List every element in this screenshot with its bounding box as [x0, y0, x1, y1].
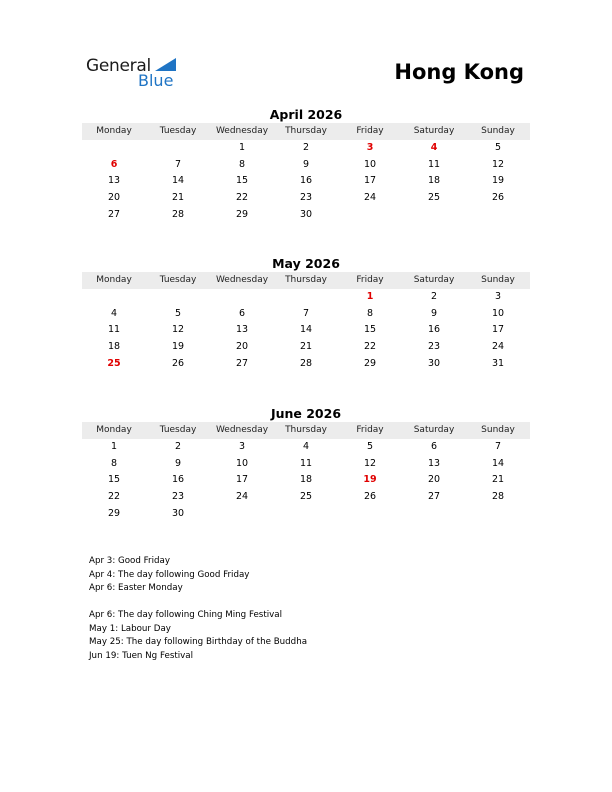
week-row — [82, 322, 530, 339]
holiday-note: Apr 4: The day following Good Friday — [89, 569, 250, 580]
holiday-note: Apr 6: The day following Ching Ming Festival — [89, 610, 283, 620]
weekday-label: Wednesday — [215, 126, 269, 136]
weekday-label: Thursday — [285, 126, 327, 136]
day-cell: 2 — [430, 291, 438, 302]
day-cell: 14 — [171, 175, 185, 187]
day-cell: 5 — [366, 441, 374, 452]
holiday-day-cell: 6 — [110, 158, 118, 170]
day-cell: 28 — [491, 491, 505, 503]
holiday-note: Apr 3: Good Friday — [89, 556, 170, 566]
weekday-label: Thursday — [285, 275, 327, 285]
week-row — [82, 456, 530, 473]
day-cell: 30 — [299, 208, 313, 220]
day-cell: 9 — [430, 307, 438, 319]
day-cell: 8 — [238, 158, 246, 170]
month-title: May 2026 — [272, 256, 340, 271]
day-cell: 15 — [363, 324, 377, 336]
day-cell: 22 — [363, 341, 377, 353]
month-title: April 2026 — [269, 107, 343, 122]
day-cell: 30 — [427, 357, 441, 369]
day-cell: 2 — [174, 441, 182, 452]
logo-triangle-icon — [155, 58, 176, 71]
day-cell: 13 — [107, 175, 121, 187]
weekday-label: Wednesday — [215, 275, 269, 285]
holiday-day-cell: 3 — [366, 142, 374, 153]
day-cell: 8 — [110, 457, 118, 469]
day-cell: 26 — [171, 357, 185, 369]
generalblue-logo — [86, 56, 196, 92]
day-cell — [210, 289, 274, 306]
day-cell: 28 — [299, 357, 313, 369]
day-cell: 16 — [299, 175, 313, 187]
weekday-label: Monday — [96, 126, 132, 136]
day-cell: 16 — [427, 324, 441, 336]
day-cell: 6 — [430, 441, 438, 452]
week-row — [82, 157, 530, 174]
month-title: June 2026 — [270, 406, 342, 421]
holiday-note: May 25: The day following Birthday of the Buddha — [89, 637, 308, 647]
day-cell: 15 — [235, 175, 249, 187]
day-cell: 15 — [107, 474, 121, 486]
holiday-day-cell: 1 — [366, 291, 374, 302]
day-cell: 30 — [171, 507, 185, 519]
day-cell: 7 — [302, 307, 310, 319]
day-cell: 24 — [235, 491, 249, 503]
weekday-label: Saturday — [413, 425, 455, 435]
holiday-day-cell: 4 — [430, 142, 438, 153]
day-cell: 19 — [491, 175, 505, 187]
day-cell — [466, 207, 530, 224]
day-cell: 10 — [235, 457, 249, 469]
day-cell — [338, 506, 402, 523]
day-cell: 25 — [299, 491, 313, 503]
day-cell: 13 — [427, 457, 441, 469]
holiday-day-cell: 25 — [107, 357, 121, 369]
week-row — [82, 439, 530, 456]
day-cell: 22 — [235, 192, 249, 204]
day-cell: 4 — [110, 307, 118, 319]
day-cell: 17 — [491, 324, 505, 336]
day-cell: 16 — [171, 474, 185, 486]
day-cell: 31 — [491, 357, 505, 369]
week-row — [82, 472, 530, 489]
day-cell: 17 — [235, 474, 249, 486]
holiday-note: Apr 6: Easter Monday — [89, 583, 183, 593]
day-cell: 21 — [299, 341, 313, 353]
week-row — [82, 306, 530, 323]
day-cell: 7 — [174, 158, 182, 170]
day-cell: 18 — [107, 341, 121, 353]
weekday-label: Tuesday — [159, 275, 197, 285]
day-cell: 9 — [174, 457, 182, 469]
day-cell — [146, 289, 210, 306]
logo-text-blue: Blue — [138, 71, 174, 90]
day-cell: 7 — [494, 441, 502, 452]
day-cell: 2 — [302, 142, 310, 153]
day-cell — [82, 140, 146, 157]
day-cell: 1 — [238, 142, 246, 153]
weekday-label: Sunday — [481, 275, 515, 285]
weekday-header-row — [82, 123, 530, 140]
week-row — [82, 489, 530, 506]
day-cell: 4 — [302, 441, 310, 452]
day-cell: 22 — [107, 491, 121, 503]
weekday-label: Friday — [356, 275, 384, 285]
day-cell: 10 — [491, 307, 505, 319]
day-cell: 11 — [299, 457, 313, 469]
day-cell: 3 — [238, 441, 246, 452]
day-cell: 29 — [107, 507, 121, 519]
day-cell — [210, 506, 274, 523]
weekday-label: Saturday — [413, 275, 455, 285]
day-cell: 18 — [427, 175, 441, 187]
day-cell: 13 — [235, 324, 249, 336]
day-cell: 14 — [491, 457, 505, 469]
day-cell: 21 — [491, 474, 505, 486]
country-title: Hong Kong — [394, 60, 524, 84]
day-cell — [274, 506, 338, 523]
day-cell: 23 — [427, 341, 441, 353]
holiday-note: May 1: Labour Day — [89, 623, 171, 634]
weekday-label: Thursday — [285, 425, 327, 435]
weekday-label: Monday — [96, 425, 132, 435]
day-cell: 5 — [494, 142, 502, 153]
day-cell: 25 — [427, 192, 441, 204]
day-cell: 27 — [427, 491, 441, 503]
week-row — [82, 506, 530, 523]
holiday-day-cell: 19 — [363, 474, 377, 486]
day-cell: 26 — [491, 192, 505, 204]
day-cell: 14 — [299, 324, 313, 336]
weekday-label: Tuesday — [159, 425, 197, 435]
month-april — [82, 106, 530, 223]
logo-text-general: General — [86, 56, 151, 76]
day-cell: 19 — [171, 341, 185, 353]
day-cell — [82, 289, 146, 306]
day-cell: 23 — [171, 491, 185, 503]
day-cell — [402, 207, 466, 224]
holiday-notes-group-1 — [89, 555, 249, 596]
week-row — [82, 289, 530, 306]
day-cell — [466, 506, 530, 523]
holiday-note: Jun 19: Tuen Ng Festival — [89, 650, 194, 661]
day-cell: 24 — [491, 341, 505, 353]
weekday-header-row — [82, 272, 530, 289]
day-cell: 5 — [174, 307, 182, 319]
day-cell: 21 — [171, 192, 185, 204]
day-cell: 9 — [302, 158, 310, 170]
weekday-header-row — [82, 422, 530, 439]
day-cell: 26 — [363, 491, 377, 503]
day-cell: 17 — [363, 175, 377, 187]
weekday-label: Monday — [96, 275, 132, 285]
weekday-label: Saturday — [413, 126, 455, 136]
week-row — [82, 190, 530, 207]
day-cell — [146, 140, 210, 157]
weekday-label: Sunday — [481, 425, 515, 435]
day-cell: 12 — [363, 457, 377, 469]
day-cell: 29 — [235, 208, 249, 220]
weekday-label: Sunday — [481, 126, 515, 136]
month-june — [82, 405, 530, 522]
day-cell: 20 — [235, 341, 249, 353]
month-may — [82, 255, 530, 372]
day-cell: 28 — [171, 208, 185, 220]
week-row — [82, 173, 530, 190]
day-cell: 27 — [107, 208, 121, 220]
day-cell: 12 — [491, 158, 505, 170]
day-cell: 12 — [171, 324, 185, 336]
day-cell: 10 — [363, 158, 377, 170]
day-cell: 6 — [238, 307, 246, 319]
day-cell: 20 — [427, 474, 441, 486]
day-cell — [402, 506, 466, 523]
week-row — [82, 339, 530, 356]
weekday-label: Friday — [356, 126, 384, 136]
day-cell: 20 — [107, 192, 121, 204]
day-cell — [274, 289, 338, 306]
day-cell: 24 — [363, 192, 377, 204]
week-row — [82, 140, 530, 157]
day-cell: 23 — [299, 192, 313, 204]
day-cell: 11 — [427, 158, 441, 170]
weekday-label: Tuesday — [159, 126, 197, 136]
day-cell: 3 — [494, 291, 502, 302]
day-cell: 18 — [299, 474, 313, 486]
day-cell: 1 — [110, 441, 118, 452]
day-cell: 11 — [107, 324, 121, 336]
weekday-label: Friday — [356, 425, 384, 435]
day-cell — [338, 207, 402, 224]
weekday-label: Wednesday — [215, 425, 269, 435]
day-cell: 27 — [235, 357, 249, 369]
week-row — [82, 356, 530, 373]
day-cell: 29 — [363, 357, 377, 369]
holiday-notes-group-2 — [89, 609, 307, 663]
day-cell: 8 — [366, 307, 374, 319]
week-row — [82, 207, 530, 224]
